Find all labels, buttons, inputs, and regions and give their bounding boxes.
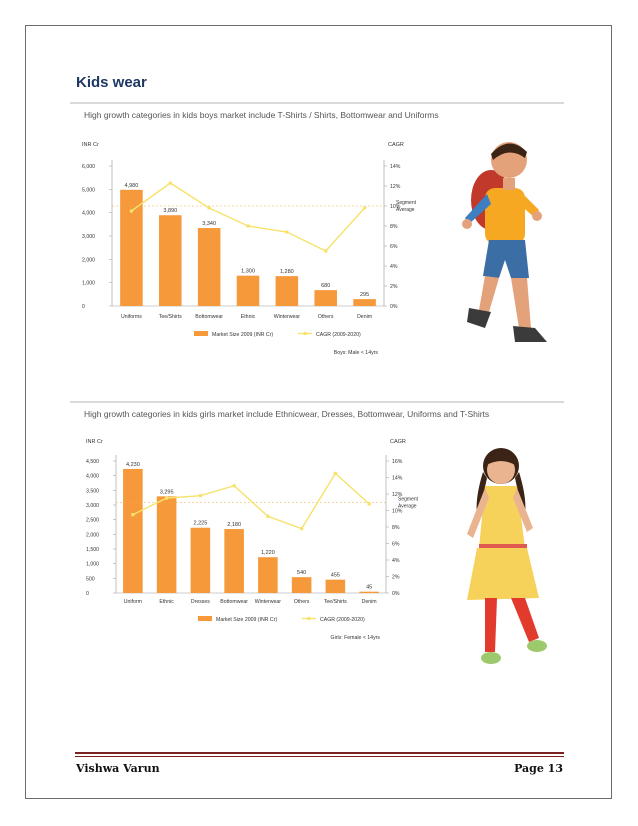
y2-tick-label: 8% bbox=[392, 525, 400, 531]
chart-title: High growth categories in kids boys market include T-Shirts / Shirts, Bottomwear and Uniforms bbox=[84, 110, 439, 120]
x-tick-label: Denim bbox=[361, 599, 377, 605]
x-tick-label: Ethnic bbox=[240, 314, 256, 320]
chart-rule bbox=[70, 102, 564, 104]
y-tick-label: 3,000 bbox=[86, 503, 99, 509]
footer-rule bbox=[75, 752, 564, 754]
y-tick-label: 1,000 bbox=[86, 561, 99, 568]
cagr-point bbox=[266, 514, 270, 518]
legend-swatch-point bbox=[303, 332, 307, 336]
x-tick-label: Winterwear bbox=[273, 314, 300, 320]
cagr-point bbox=[199, 494, 203, 498]
y2-axis-title: CAGR bbox=[388, 142, 404, 148]
boys-chart-svg bbox=[70, 136, 417, 366]
x-tick-label: Denim bbox=[357, 314, 373, 320]
cagr-point bbox=[300, 527, 304, 531]
chart-rule bbox=[70, 401, 564, 403]
y-tick-label: 1,500 bbox=[86, 547, 99, 553]
segment-average-label: Average bbox=[396, 207, 415, 213]
y2-tick-label: 12% bbox=[390, 184, 401, 190]
y-tick-label: 4,000 bbox=[86, 473, 99, 480]
segment-average-label: Average bbox=[398, 503, 417, 510]
y2-tick-label: 6% bbox=[390, 244, 398, 250]
y2-tick-label: 14% bbox=[392, 475, 403, 482]
section-title: Kids wear bbox=[76, 74, 147, 91]
cagr-point bbox=[131, 513, 135, 517]
cagr-point bbox=[285, 230, 289, 234]
y-tick-label: 2,000 bbox=[86, 532, 99, 539]
footer-page-number: Page 13 bbox=[514, 762, 563, 775]
bar bbox=[123, 469, 143, 593]
x-tick-label: Ethnic bbox=[159, 599, 174, 605]
legend-label: Market Size 2009 (INR Cr) bbox=[212, 332, 274, 338]
bar-value-label: 1,220 bbox=[260, 550, 275, 557]
bar-value-label: 2,180 bbox=[227, 522, 242, 529]
y-tick-label: 500 bbox=[86, 576, 95, 583]
bar bbox=[120, 190, 143, 306]
y-tick-label: 2,500 bbox=[86, 517, 99, 524]
y2-tick-label: 8% bbox=[390, 224, 398, 230]
x-tick-label: Bottomwear bbox=[220, 599, 248, 605]
y-tick-label: 5,000 bbox=[82, 187, 95, 194]
x-tick-label: Bottomwear bbox=[195, 314, 223, 320]
x-tick-label: Dresses bbox=[190, 599, 210, 605]
y-axis-title: INR Cr bbox=[86, 439, 103, 445]
bar-value-label: 3,890 bbox=[163, 208, 178, 215]
bar-value-label: 4,980 bbox=[124, 182, 139, 189]
y-tick-label: 6,000 bbox=[82, 164, 95, 170]
girls-chart-svg bbox=[70, 437, 420, 657]
cagr-point bbox=[367, 502, 371, 506]
cagr-point bbox=[334, 472, 338, 476]
bar bbox=[198, 228, 221, 306]
bar bbox=[224, 529, 244, 593]
y-axis-title: INR Cr bbox=[82, 142, 99, 148]
bar-value-label: 1,300 bbox=[241, 268, 255, 275]
y2-tick-label: 12% bbox=[392, 492, 403, 498]
bar-value-label: 295 bbox=[359, 292, 370, 299]
y2-axis-title: CAGR bbox=[390, 439, 406, 445]
y-tick-label: 0 bbox=[82, 304, 85, 310]
bar bbox=[292, 577, 312, 593]
bar bbox=[314, 290, 337, 306]
x-tick-label: Others bbox=[293, 599, 310, 605]
y-tick-label: 2,000 bbox=[82, 257, 95, 264]
cagr-point bbox=[207, 206, 211, 210]
y2-tick-label: 10% bbox=[390, 204, 401, 210]
cagr-point bbox=[232, 484, 236, 488]
y-tick-label: 4,000 bbox=[82, 210, 95, 217]
cagr-point bbox=[130, 209, 134, 213]
y-tick-label: 1,000 bbox=[82, 280, 95, 287]
y2-tick-label: 2% bbox=[390, 284, 398, 290]
boy-photo bbox=[455, 128, 555, 368]
bar bbox=[237, 276, 260, 306]
x-tick-label: Others bbox=[317, 314, 334, 320]
legend-label: CAGR (2009-2020) bbox=[316, 332, 361, 338]
y-tick-label: 3,000 bbox=[82, 234, 95, 240]
y2-tick-label: 10% bbox=[392, 508, 403, 515]
bar-value-label: 540 bbox=[297, 570, 307, 577]
chart-footnote: Girls: Female < 14yrs bbox=[330, 635, 380, 641]
y2-tick-label: 4% bbox=[390, 264, 398, 270]
legend-label: CAGR (2009-2020) bbox=[320, 617, 365, 623]
x-tick-label: Uniform bbox=[123, 599, 142, 605]
y2-tick-label: 16% bbox=[392, 459, 403, 465]
bar bbox=[326, 580, 346, 593]
bar-value-label: 4,230 bbox=[125, 461, 140, 468]
cagr-point bbox=[324, 249, 328, 253]
bar bbox=[353, 299, 376, 306]
x-tick-label: Uniforms bbox=[121, 314, 142, 320]
y-tick-label: 4,500 bbox=[86, 459, 99, 465]
y-tick-label: 3,500 bbox=[86, 488, 99, 495]
legend-label: Market Size 2009 (INR Cr) bbox=[216, 617, 278, 623]
x-tick-label: Tee/Shirts bbox=[323, 599, 347, 605]
bar bbox=[276, 276, 299, 306]
bar bbox=[159, 215, 182, 306]
y-tick-label: 0 bbox=[86, 591, 89, 597]
legend-swatch-point bbox=[307, 617, 311, 621]
girl-photo bbox=[455, 438, 555, 670]
bar bbox=[191, 528, 211, 593]
y2-tick-label: 0% bbox=[390, 304, 398, 310]
y2-tick-label: 6% bbox=[392, 541, 400, 548]
cagr-point bbox=[168, 181, 172, 185]
segment-average-label: Segment bbox=[396, 200, 417, 206]
x-tick-label: Winterwear bbox=[254, 599, 281, 605]
cagr-point bbox=[363, 206, 367, 210]
bar-value-label: 455 bbox=[330, 572, 340, 579]
bar-value-label: 45 bbox=[366, 584, 373, 591]
bar-value-label: 2,225 bbox=[193, 520, 208, 527]
bar bbox=[157, 496, 177, 593]
bar bbox=[258, 557, 278, 593]
bar-value-label: 680 bbox=[321, 283, 331, 290]
y2-tick-label: 14% bbox=[390, 164, 401, 170]
x-tick-label: Tee/Shirts bbox=[158, 314, 182, 320]
legend-swatch-bar bbox=[194, 331, 208, 336]
footer-author: Vishwa Varun bbox=[76, 762, 160, 775]
bar-value-label: 3,295 bbox=[159, 489, 174, 496]
cagr-point bbox=[246, 224, 250, 228]
legend-swatch-bar bbox=[198, 616, 212, 621]
y2-tick-label: 0% bbox=[392, 591, 400, 597]
y2-tick-label: 4% bbox=[392, 558, 400, 564]
chart-footnote: Boys: Male < 14yrs bbox=[333, 350, 378, 356]
y2-tick-label: 2% bbox=[392, 574, 400, 581]
segment-average-label: Segment bbox=[398, 496, 419, 503]
bar-value-label: 3,340 bbox=[202, 221, 217, 228]
bar bbox=[359, 592, 379, 593]
footer-rule-thin bbox=[75, 756, 564, 757]
bar-value-label: 1,280 bbox=[279, 269, 294, 276]
cagr-point bbox=[165, 496, 169, 500]
chart-title: High growth categories in kids girls market include Ethnicwear, Dresses, Bottomwear, Uniforms and T-Shirts bbox=[84, 409, 490, 419]
